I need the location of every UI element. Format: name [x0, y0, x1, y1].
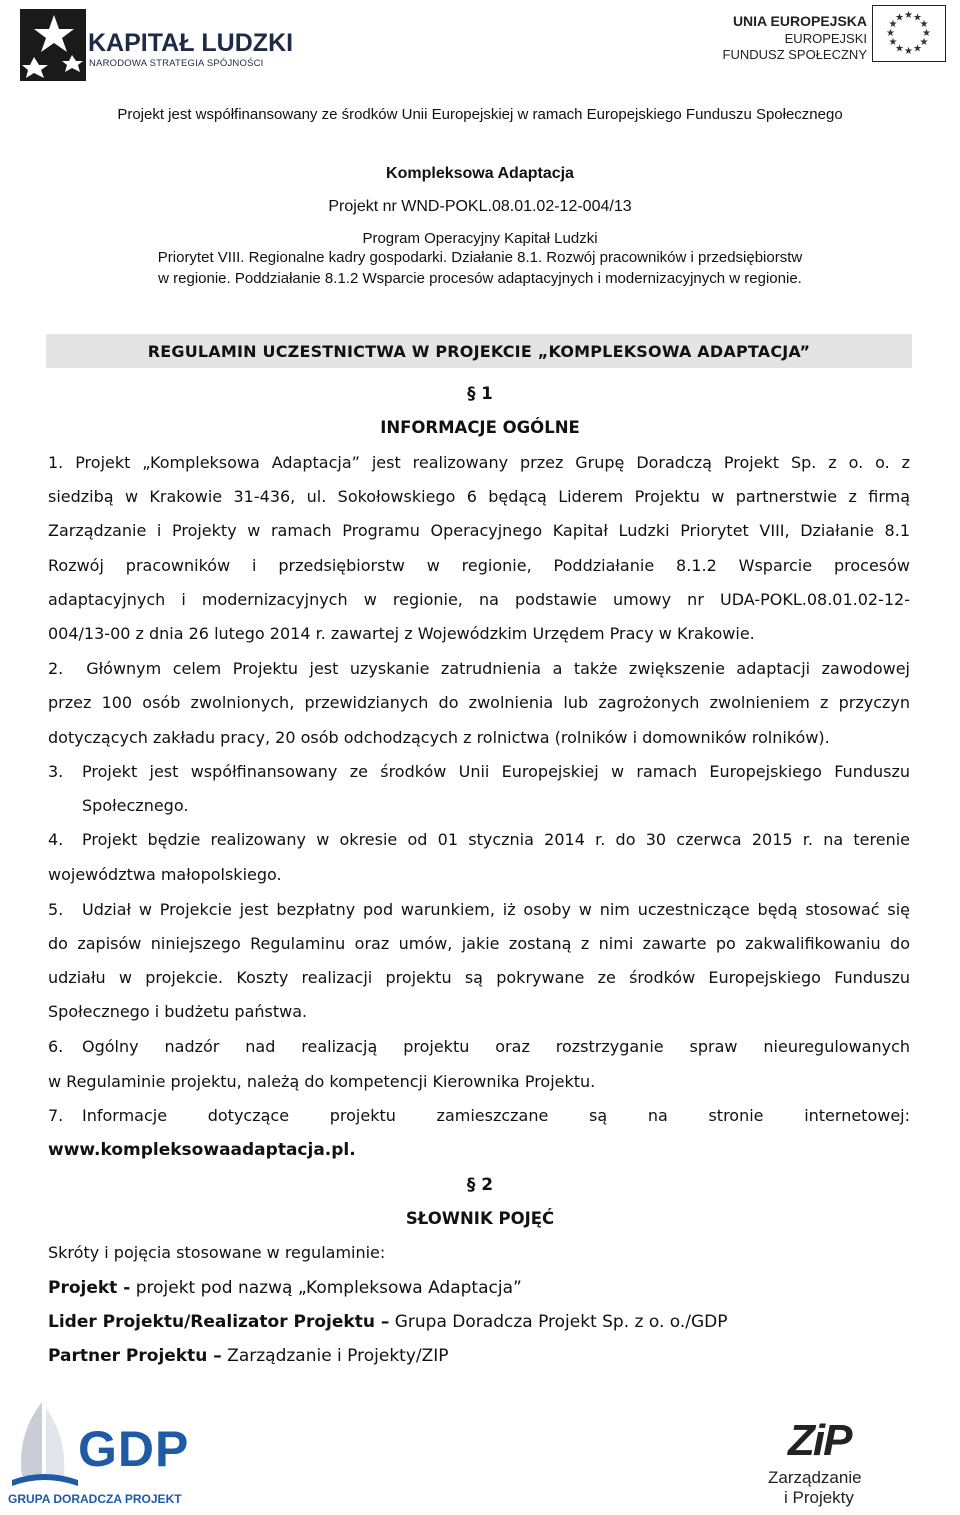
svg-text:★: ★ [904, 10, 913, 21]
glossary-leader [48, 1312, 910, 1336]
eu-line1: UNIA EUROPEJSKA [732, 13, 867, 29]
svg-text:★: ★ [919, 19, 929, 30]
svg-text:★: ★ [888, 19, 898, 30]
p5-line-3: udziału w projekcie. Koszty realizacji projektu są pokrywane ze środków Europejskiego Funduszu [48, 968, 910, 987]
project-number: Projekt nr WND-POKL.08.01.02-12-004/13 [328, 198, 632, 215]
p3-number: 3. [48, 762, 64, 781]
svg-text:★: ★ [904, 46, 913, 57]
gdp-name: GDP [78, 1421, 190, 1477]
section-1-title: INFORMACJE OGÓLNE [380, 418, 580, 437]
p2-line-3: dotyczących zakładu pracy, 20 osób odchodzących z rolnictwa (rolników i domowników rolników). [48, 728, 830, 747]
regulation-banner [46, 334, 912, 368]
p6-number: 6. [48, 1037, 64, 1056]
section-2-title: SŁOWNIK POJĘĆ [405, 1209, 555, 1228]
svg-text:★: ★ [888, 37, 898, 48]
p1-line-4: Rozwój pracowników i przedsiębiorstw w regionie, Poddziałanie 8.1.2 Wsparcie procesów [48, 556, 910, 575]
gdp-subtitle: GRUPA DORADCZA PROJEKT [8, 1492, 182, 1506]
svg-text:★: ★ [913, 43, 922, 55]
programme-name: Program Operacyjny Kapitał Ludzki [362, 230, 598, 247]
p1-line-5: adaptacyjnych i modernizacyjnych w regionie, na podstawie umowy nr UDA-POKL.08.01.02-12- [48, 590, 910, 609]
zip-logo [760, 1416, 920, 1512]
glossary-project [48, 1278, 910, 1302]
kl-tagline: NARODOWA STRATEGIA SPÓJNOŚCI [89, 58, 264, 69]
p3-line-2: Społecznego. [82, 796, 189, 815]
zip-name: ZiP [788, 1416, 851, 1465]
svg-text:★: ★ [919, 37, 929, 48]
p2-line-2: przez 100 osób zwolnionych, przewidzianych do zwolnienia lub zagrożonych zwolnieniem z przyczyn [48, 693, 910, 712]
glossary-intro: Skróty i pojęcia stosowane w regulaminie: [48, 1243, 386, 1262]
p1-line-3: Zarządzanie i Projekty w ramach Programu Operacyjnego Kapitał Ludzki Priorytet VIII, Działanie 8.1 [48, 521, 910, 540]
p3-line-1: Projekt jest współfinansowany ze środków Unii Europejskiej w ramach Europejskiego Funduszu [82, 762, 910, 781]
eu-logo [722, 5, 955, 65]
p7-number: 7. [48, 1106, 64, 1125]
eu-line2: EUROPEJSKI [784, 31, 867, 46]
gdp-sail-icon [8, 1398, 80, 1488]
svg-text:★: ★ [922, 28, 931, 39]
p4-line-2: województwa małopolskiego. [48, 865, 282, 884]
term-project: Projekt - [48, 1278, 131, 1298]
term-partner: Partner Projektu – [48, 1346, 222, 1366]
project-name: Kompleksowa Adaptacja [386, 165, 574, 182]
gdp-logo [8, 1398, 208, 1510]
p1-line-1 [48, 453, 910, 477]
p5-number: 5. [48, 900, 64, 919]
p5-line-4: Społecznego i budżetu państwa. [48, 1002, 308, 1021]
kapital-ludzki-emblem-icon [14, 5, 94, 85]
priority-line-2: w regionie. Poddziałanie 8.1.2 Wsparcie procesów adaptacyjnych i modernizacyjnych w regionie. [158, 270, 802, 287]
eu-flag-icon [872, 5, 946, 62]
p1-line-2: siedzibą w Krakowie 31-436, ul. Sokołowskiego 6 będącą Liderem Projektu w partnerstwie z firmą [48, 487, 910, 506]
eu-line3: FUNDUSZ SPOŁECZNY [722, 47, 867, 62]
p5-line-2: do zapisów niniejszego Regulaminu oraz umów, jakie zostaną z nimi zawarte po zakwalifikowaniu do [48, 934, 910, 953]
def-partner: Zarządzanie i Projekty/ZIP [221, 1346, 449, 1366]
term-leader: Lider Projektu/Realizator Projektu – [48, 1312, 390, 1332]
def-leader: Grupa Doradcza Projekt Sp. z o. o./GDP [389, 1312, 728, 1332]
glossary-partner [48, 1346, 910, 1370]
p1-text-1: Projekt „Kompleksowa Adaptacja” jest realizowany przez Grupę Doradczą Projekt Sp. z o. o. z [75, 453, 911, 472]
regulation-title: REGULAMIN UCZESTNICTWA W PROJEKCIE „KOMPLEKSOWA ADAPTACJA” [147, 342, 811, 361]
p1-number: 1. [48, 453, 64, 472]
p4-number: 4. [48, 830, 64, 849]
svg-text:★: ★ [895, 43, 904, 55]
p6-line-1: Ogólny nadzór nad realizacją projektu oraz rozstrzyganie spraw nieuregulowanych [82, 1037, 910, 1056]
def-project: projekt pod nazwą „Kompleksowa Adaptacja” [130, 1278, 522, 1298]
project-website-link[interactable]: www.kompleksowaadaptacja.pl. [48, 1140, 356, 1160]
p2-line-1 [48, 659, 910, 683]
p2-text-1: Głównym celem Projektu jest uzyskanie zatrudnienia a także zwiększenie adaptacji zawodowej [86, 659, 910, 678]
p7-line-1: Informacje dotyczące projektu zamieszczane są na stronie internetowej: [82, 1106, 910, 1125]
svg-text:★: ★ [913, 12, 922, 24]
svg-text:★: ★ [886, 28, 895, 39]
section-1-symbol: § 1 [467, 384, 493, 403]
p2-number: 2. [48, 659, 64, 678]
p4-line-1: Projekt będzie realizowany w okresie od 01 stycznia 2014 r. do 30 czerwca 2015 r. na terenie [82, 830, 910, 849]
priority-line-1: Priorytet VIII. Regionalne kadry gospodarki. Działanie 8.1. Rozwój pracowników i przedsiębiorstw [157, 249, 803, 266]
kapital-ludzki-logo [14, 5, 314, 85]
p1-line-6: 004/13-00 z dnia 26 lutego 2014 r. zawartej z Wojewódzkim Urzędem Pracy w Krakowie. [48, 624, 755, 643]
p6-line-2: w Regulaminie projektu, należą do kompetencji Kierownika Projektu. [48, 1072, 596, 1091]
zip-line-1: Zarządzanie [768, 1468, 862, 1487]
section-2-symbol: § 2 [466, 1175, 494, 1195]
kl-name: KAPITAŁ LUDZKI [88, 29, 294, 57]
svg-text:★: ★ [895, 12, 904, 24]
cofinance-note: Projekt jest współfinansowany ze środków Unii Europejskiej w ramach Europejskiego Funduszu Społecznego [117, 106, 843, 123]
p5-line-1: Udział w Projekcie jest bezpłatny pod warunkiem, iż osoby w nim uczestniczące będą stosować się [82, 900, 910, 919]
zip-line-2: i Projekty [784, 1488, 854, 1507]
